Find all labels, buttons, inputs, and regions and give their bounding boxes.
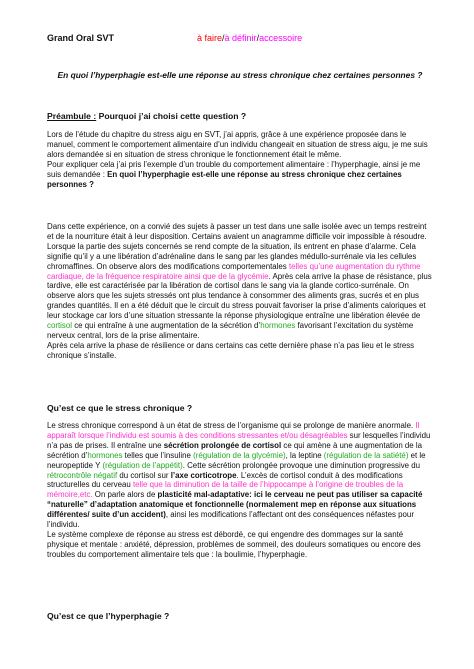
text-run: , la leptine: [285, 450, 324, 460]
text-highlight: rétrocontrôle négatif: [47, 470, 118, 480]
text-run: . Après cela arrive la phase de résistance, plus tardive, elle est caractérisée par la libération de cortisol dans le sang via la glande cortico-surrénale. On observe alors que les sujets stressés ont plus tendance à consommer des aliments gras, sucrés et en plus grandes quantités. Il en a été déduit que le circuit du stress pouvait favoriser la prise d’aliments caloriques et leur stockage car lors d’une situation stressante la réponse physiologique entraîne une libération élevée de: [47, 271, 432, 321]
text-bold: sécrétion prolongée de cortisol: [163, 440, 282, 450]
text-run: du cortisol sur: [117, 470, 171, 480]
legend-todo: à faire: [197, 33, 223, 43]
text-bold: plasticité mal-adaptative: ici le cerveau ne peut pas utiliser sa capacité “naturelle” d’adaptation anatomique et fonctionnelle (normalement mep en réponse aux situations différentes/ suite d’un accident): [47, 490, 423, 520]
text-highlight: (régulation de la satiété): [323, 450, 409, 460]
color-legend: [197, 33, 302, 43]
text-run: ce qui entraîne à une augmentation de la sécrétion d’: [72, 321, 261, 331]
text-run: Le stress chronique correspond à un état de stress de l’organisme qui se prolonge de manière anormale.: [47, 421, 416, 430]
preamble-question: En quoi l’hyperphagie est-elle une réponse au stress chronique chez certaines personnes ?: [47, 169, 402, 189]
text-highlight: telles qu’une augmentation du rythme cardiaque, de la fréquence respiratoire ainsi que de la glycémie: [47, 261, 421, 281]
text-highlight: hormones: [87, 450, 123, 460]
text-run: Après cela arrive la phase de résilience or dans certains cas cette dernière phase n’a pas lieu et le stress chronique s’installe.: [47, 340, 415, 360]
text-highlight: Il apparaît lorsque l’individu est soumis à des conditions stressantes et/ou désagréables: [47, 421, 420, 440]
text-run: . L’excès de cortisol conduit à des modifications structurelles du cerveau: [47, 470, 403, 490]
text-run: . Cette sécrétion prolongée provoque une diminution progressive du: [182, 460, 421, 470]
text-run: et le neuropeptide Y: [47, 450, 426, 470]
preamble-text: Pour expliquer cela j’ai pris l’exemple d’un trouble du comportement alimentaire : l’hyperphagie, ainsi je me suis demandée :: [47, 159, 421, 179]
main-question: En quoi l’hyperphagie est-elle une réponse au stress chronique chez certaines personnes ?: [57, 70, 423, 80]
text-run: telles que l’insuline: [122, 450, 194, 460]
preamble-paragraph: [47, 130, 435, 189]
legend-define: à définir: [224, 33, 257, 43]
hyperphagia-heading: Qu’est ce que l’hyperphagie ?: [47, 611, 170, 621]
preamble-label: Préambule :: [47, 111, 97, 121]
text-bold: l’axe corticotrope: [170, 470, 237, 480]
text-run: favorisant l’excitation du système nerveux central, lors de la prise alimentaire.: [47, 321, 414, 340]
text-highlight: cortisol: [47, 321, 72, 331]
text-highlight: (régulation de l’appétit): [102, 460, 183, 470]
chronic-stress-heading: Qu’est ce que le stress chronique ?: [47, 403, 193, 413]
legend-separator: /: [222, 33, 225, 43]
document-title: Grand Oral SVT: [47, 33, 115, 43]
text-run: , ainsi les modifications l’affectant ont des conséquences néfastes pour l’individu.: [47, 510, 414, 530]
preamble-text: Lors de l’étude du chapitre du stress aigu en SVT, j’ai appris, grâce à une expérience proposée dans le manuel, comment le comportement alimentaire d’un individu changeait en situation de stress aigu, je me suis alors demandée si en situation de stress chronique le fonctionnement était le même.: [47, 130, 428, 159]
preamble-heading: [47, 111, 246, 121]
legend-accessory: accessoire: [259, 33, 303, 43]
text-run: Le système complexe de réponse au stress est débordé, ce qui engendre des dommages sur la santé physique et mentale : anxiété, dépression, problèmes de sommeil, des douleurs somatiques ou encore des troubles du comportement alimentaire tels que : la boulimie, l’hyperphagie.: [47, 529, 421, 559]
preamble-title: Pourquoi j’ai choisi cette question ?: [96, 111, 247, 121]
text-run: On parle alors de: [92, 490, 158, 500]
text-run: Dans cette expérience, on a convié des sujets à passer un test dans une salle isolée avec un temps restreint et de la nourriture était à leur disposition. Certains avaient un anagramme difficile voir impossible à résoudre. Lorsque la partie des sujets concernés se rend compte de la situation, ils entrent en phase d’alarme. Cela signifie qu’il y a une libération d’adrénaline dans le sang par les glandes médullo-surrénale via les cellules chromaffines. On observe alors des modifications comportementales: [47, 222, 427, 271]
text-run: ce qui amène à une augmentation de la sécrétion d’: [47, 440, 423, 460]
chronic-stress-paragraph: [47, 421, 435, 560]
legend-separator: /: [256, 33, 260, 43]
text-highlight: telle que la diminution de la taille de l’hippocampe à l’origine de troubles de la mémoire,etc.: [47, 480, 404, 500]
text-run: sur lesquelles l’individu n’a pas de prises. Il entraîne une: [47, 430, 431, 450]
text-highlight: hormones: [260, 321, 296, 331]
text-highlight: (régulation de la glycémie): [193, 450, 286, 460]
experiment-paragraph: [47, 222, 435, 361]
